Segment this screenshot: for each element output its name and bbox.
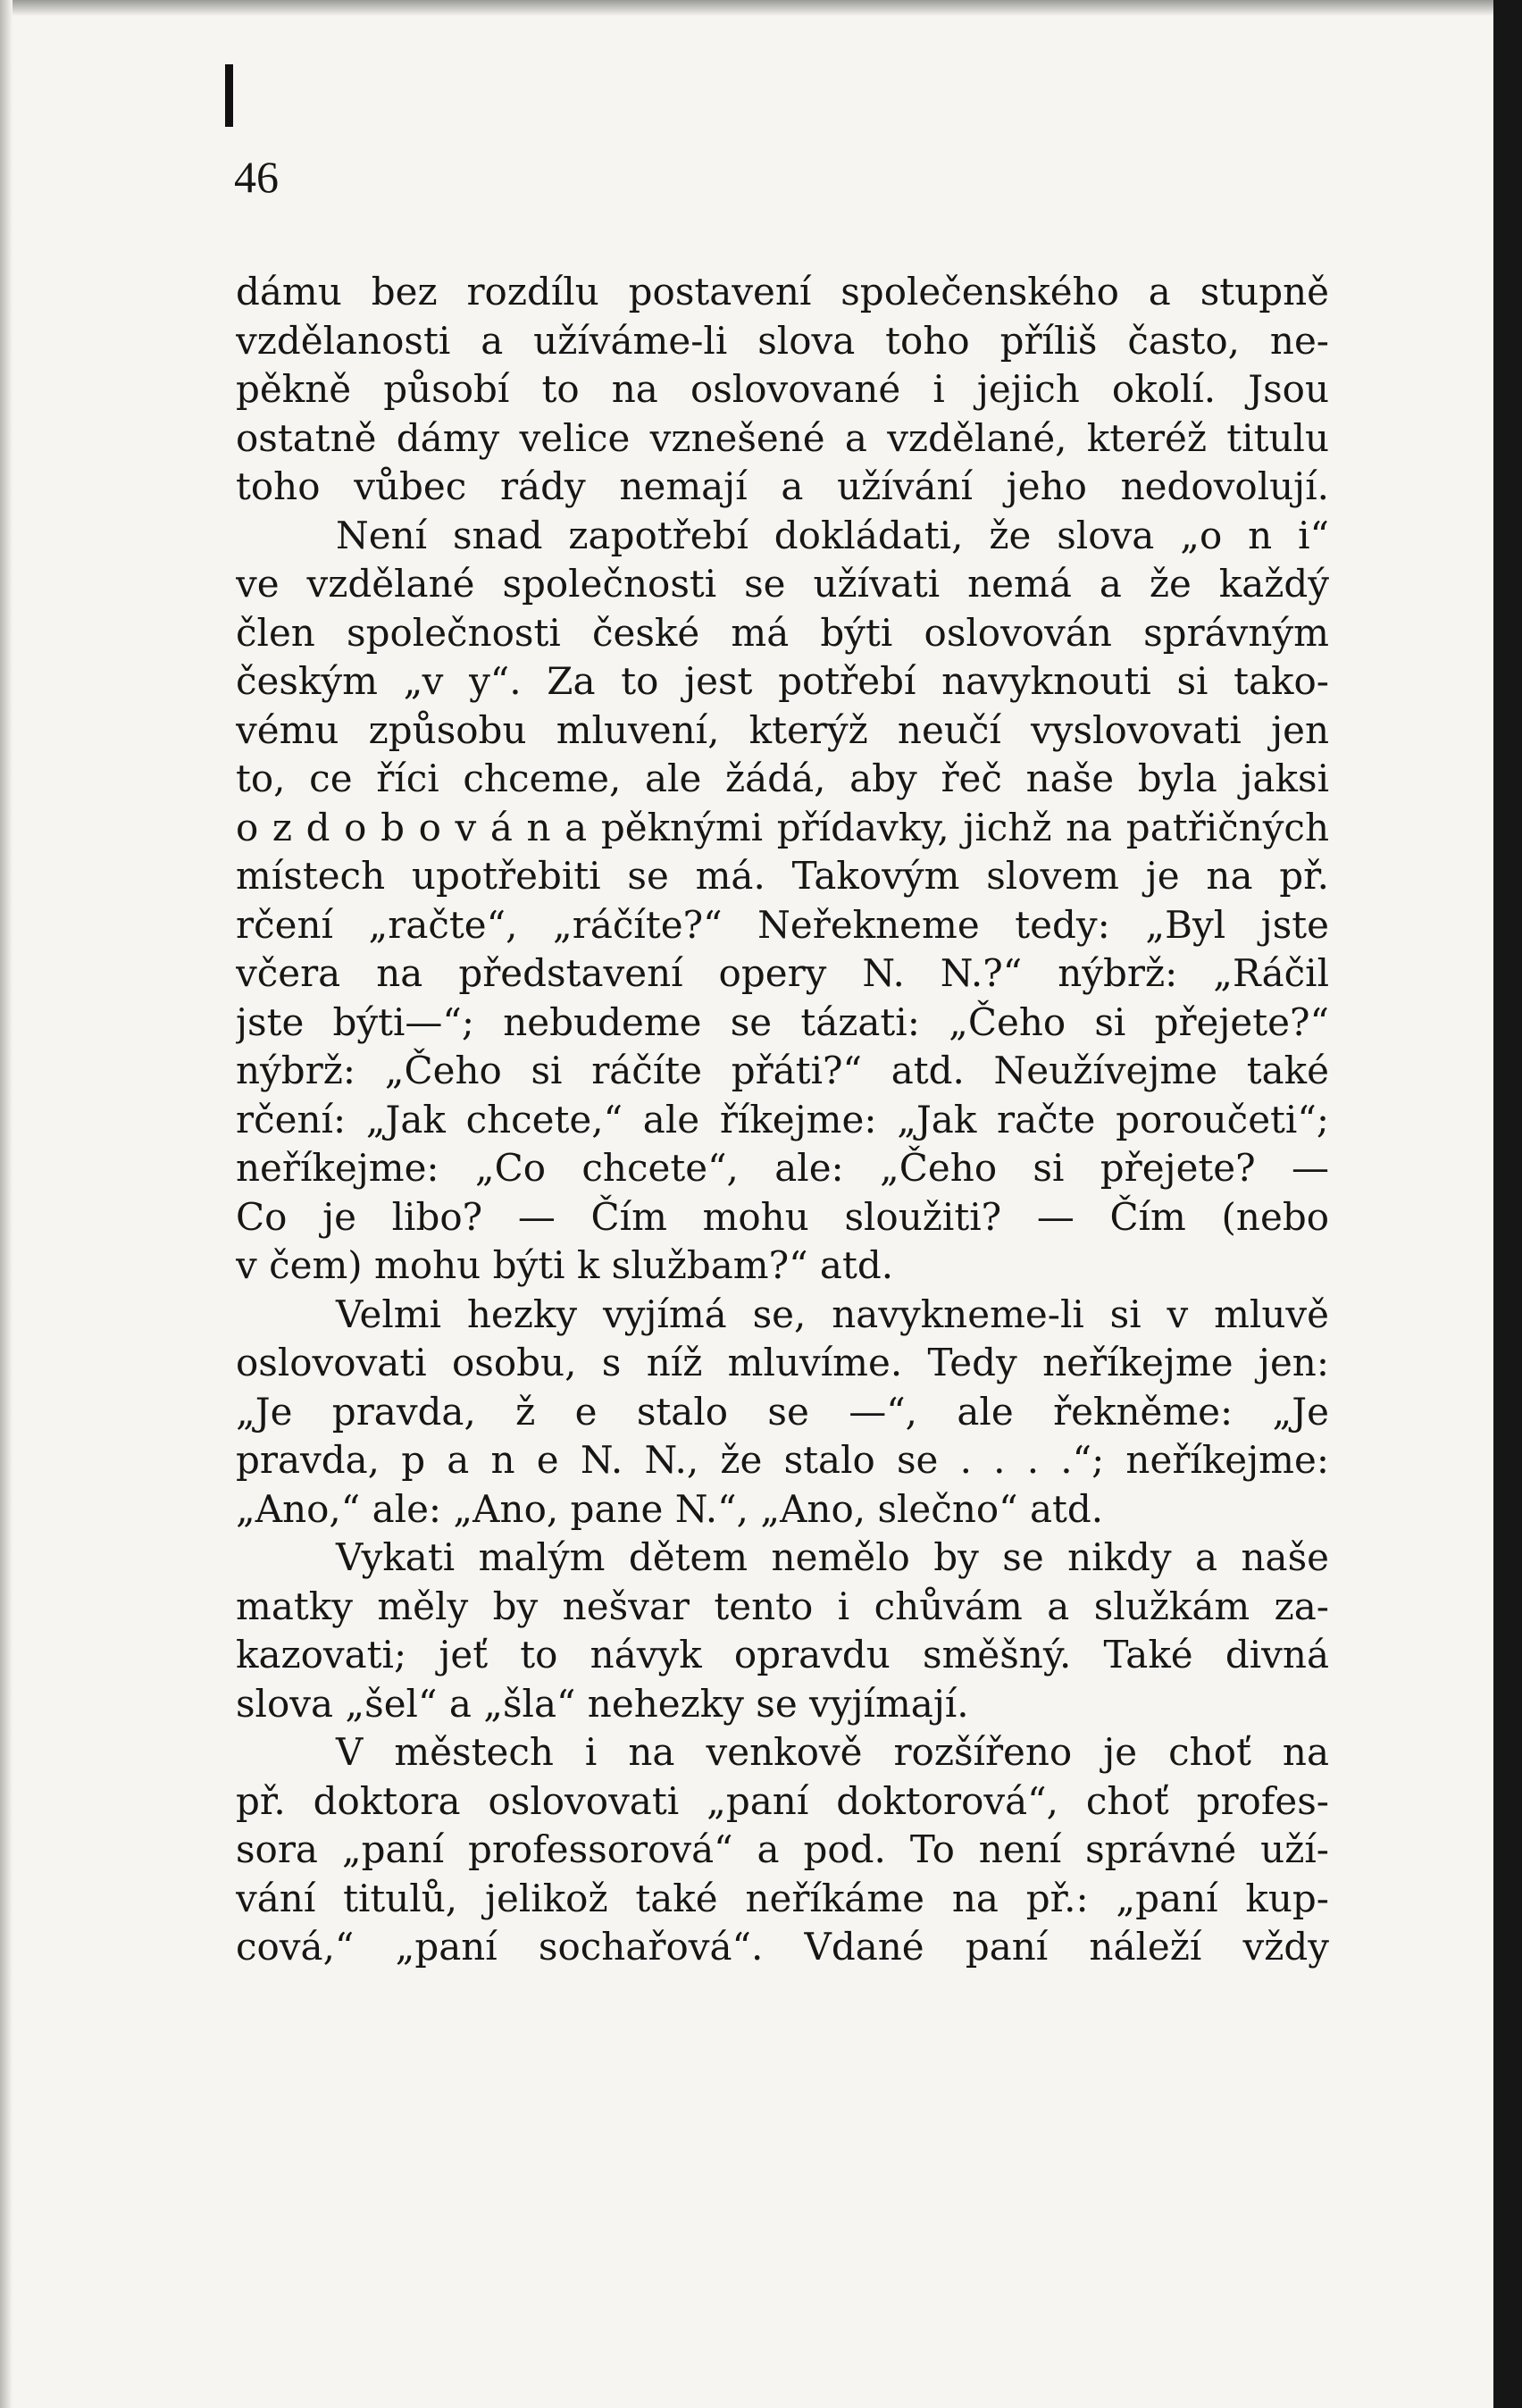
text-line: matky měly by nešvar tento i chůvám a služkám za-	[236, 1584, 1329, 1628]
text-line: oslovovati osobu, s níž mluvíme. Tedy neříkejme jen:	[236, 1341, 1329, 1384]
text-line: př. doktora oslovovati „paní doktorová“, choť profes-	[236, 1778, 1329, 1823]
body-text	[236, 268, 1329, 1972]
text-line: pravda, p a n e N. N., že stalo se . . . .“; neříkejme:	[236, 1438, 1329, 1482]
text-line: toho vůbec rády nemají a užívání jeho nedovolují.	[236, 464, 1329, 508]
page-left-edge	[0, 0, 13, 2408]
text-line: Velmi hezky vyjímá se, navykneme-li si v mluvě	[336, 1292, 1329, 1336]
text-line: vzdělanosti a užíváme-li slova toho příliš často, ne-	[236, 318, 1329, 363]
text-line: nýbrž: „Čeho si ráčíte přáti?“ atd. Neužívejme také	[236, 1049, 1329, 1092]
text-line: v čem) mohu býti k službam?“ atd.	[236, 1243, 894, 1287]
text-line: sora „paní professorová“ a pod. To není správné uží-	[236, 1827, 1329, 1871]
page-top-edge	[0, 0, 1493, 16]
text-line: pěkně působí to na oslovované i jejich okolí. Jsou	[236, 367, 1329, 411]
text-line: Není snad zapotřebí dokládati, že slova „o n i“	[336, 513, 1329, 557]
text-line: vému způsobu mluvení, kterýž neučí vyslovovati jen	[236, 707, 1329, 752]
text-line: rčení: „Jak chcete,“ ale říkejme: „Jak račte poroučeti“;	[236, 1097, 1329, 1141]
text-line: člen společnosti české má býti oslovován správným	[236, 610, 1329, 655]
text-line: V městech i na venkově rozšířeno je choť na	[336, 1730, 1329, 1774]
text-line: slova „šel“ a „šla“ nehezky se vyjímají.	[236, 1681, 969, 1726]
text-line: českým „v y“. Za to jest potřebí navyknouti si tako-	[236, 659, 1329, 703]
page-number: 46	[234, 152, 279, 202]
text-line: to, ce říci chceme, ale žádá, aby řeč naše byla jaksi	[236, 757, 1329, 800]
text-line: včera na představení opery N. N.?“ nýbrž: „Ráčil	[236, 951, 1329, 995]
text-line: místech upotřebiti se má. Takovým slovem je na př.	[236, 854, 1329, 898]
text-line: ve vzdělané společnosti se užívati nemá a že každý	[236, 562, 1329, 606]
text-line: „Je pravda, ž e stalo se —“, ale řekněme: „Je	[236, 1389, 1329, 1434]
text-line: Co je libo? — Čím mohu sloužiti? — Čím (nebo	[236, 1194, 1329, 1239]
text-line: neříkejme: „Co chcete“, ale: „Čeho si přejete? —	[236, 1146, 1329, 1190]
text-line: „Ano,“ ale: „Ano, pane N.“, „Ano, slečno“ atd.	[236, 1486, 1104, 1531]
text-line: vání titulů, jelikož také neříkáme na př.: „paní kup-	[236, 1876, 1329, 1920]
text-line: cová,“ „paní sochařová“. Vdané paní náleží vždy	[236, 1925, 1329, 1969]
margin-mark	[225, 64, 233, 127]
text-line: o z d o b o v á n a pěknými přídavky, jichž na patřičných	[236, 805, 1329, 849]
text-line: Vykati malým dětem nemělo by se nikdy a naše	[336, 1535, 1329, 1579]
text-line: rčení „račte“, „ráčíte?“ Neřekneme tedy: „Byl jste	[236, 902, 1329, 947]
text-line: jste býti—“; nebudeme se tázati: „Čeho si přejete?“	[236, 999, 1329, 1044]
text-line: kazovati; jeť to návyk opravdu směšný. Také divná	[236, 1633, 1329, 1676]
text-line: ostatně dámy velice vznešené a vzdělané, kteréž titulu	[236, 415, 1329, 460]
text-line: dámu bez rozdílu postavení společenského a stupně	[236, 270, 1329, 314]
scan-dark-border	[1493, 0, 1522, 2408]
